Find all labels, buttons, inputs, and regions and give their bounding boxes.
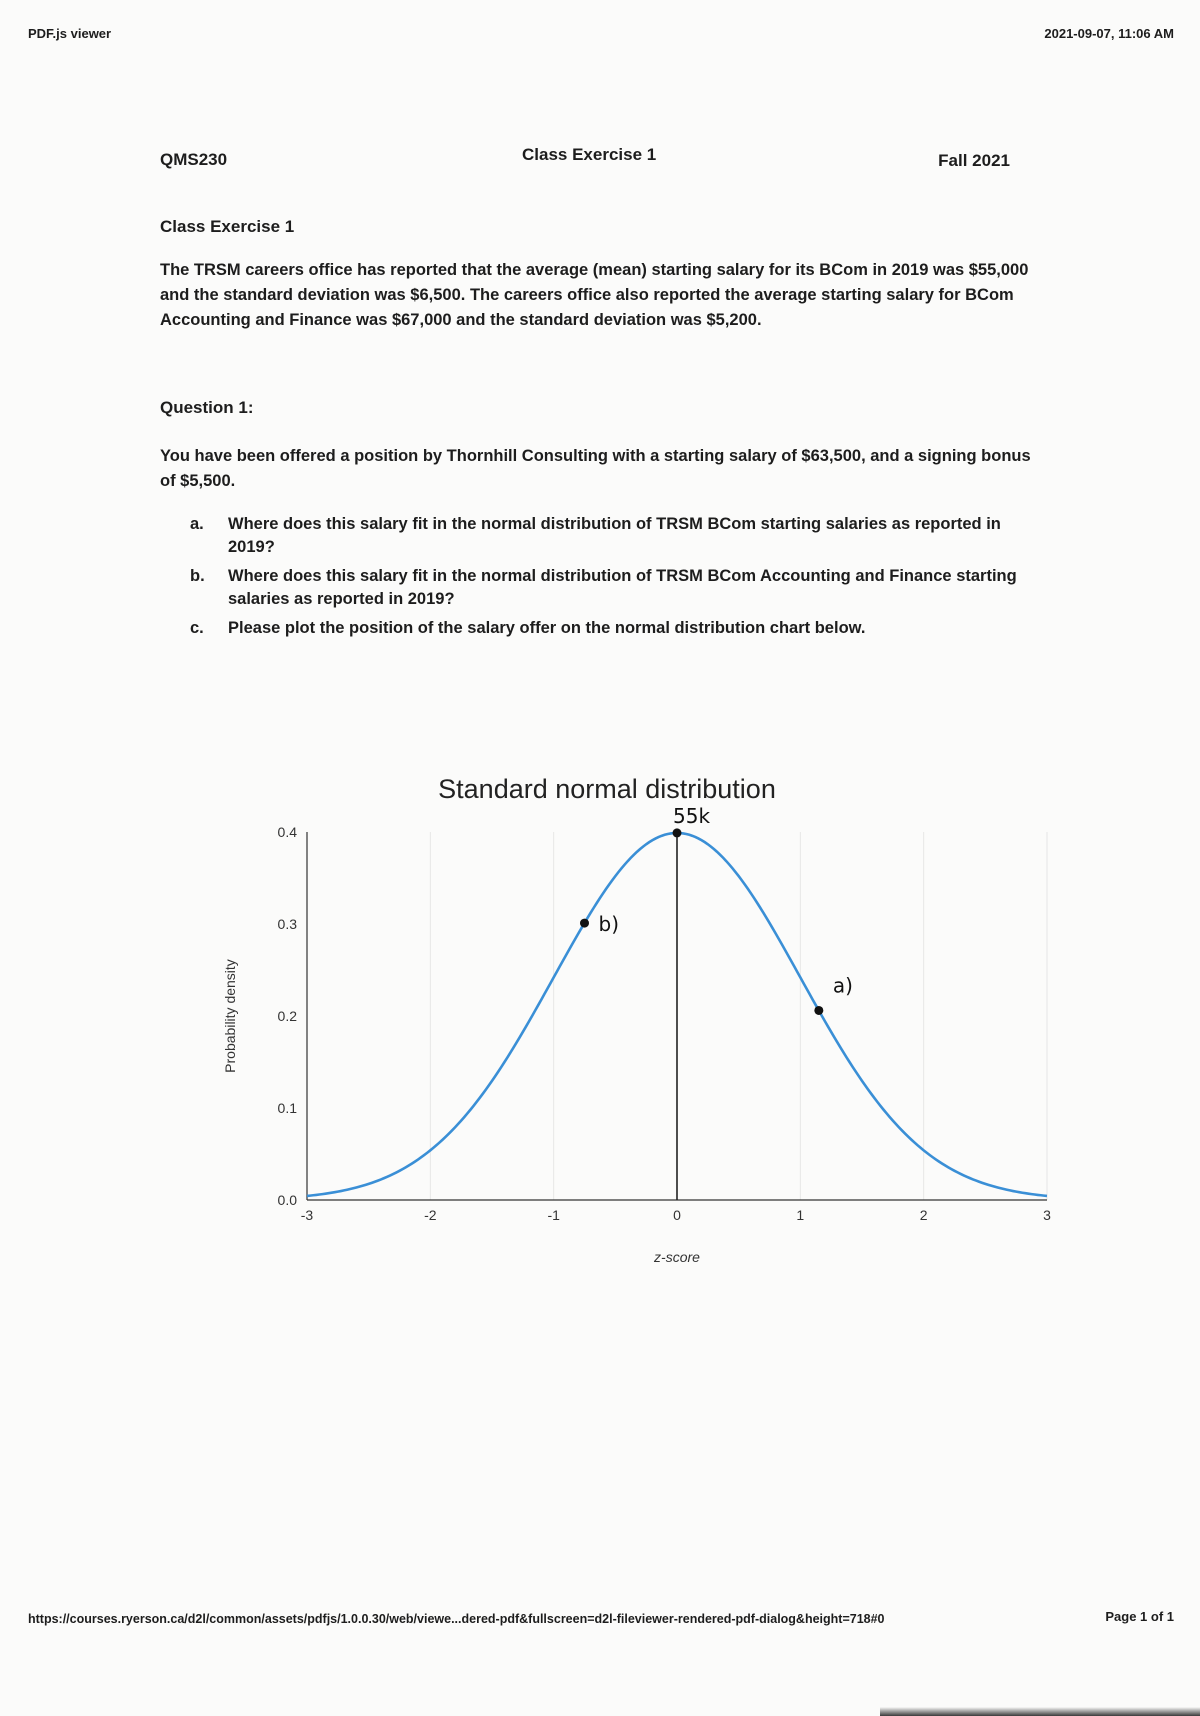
x-tick-label: 1 xyxy=(796,1207,805,1223)
question-item xyxy=(190,565,1040,611)
y-tick-label: 0.4 xyxy=(277,824,297,840)
y-tick-label: 0.1 xyxy=(277,1100,297,1116)
y-tick-label: 0.3 xyxy=(277,916,297,932)
annotation-label: 55k xyxy=(673,803,711,828)
print-timestamp: 2021-09-07, 11:06 AM xyxy=(1044,26,1174,41)
item-marker: c. xyxy=(190,619,204,637)
page-indicator: Page 1 of 1 xyxy=(1105,1609,1174,1624)
question-title: Question 1: xyxy=(160,398,254,417)
section-title: Class Exercise 1 xyxy=(160,217,295,236)
y-axis-label: Probability density xyxy=(222,959,238,1073)
document-title: Class Exercise 1 xyxy=(522,145,657,164)
item-text: Please plot the position of the salary offer on the normal distribution chart below. xyxy=(228,619,866,637)
y-tick-label: 0.0 xyxy=(277,1192,297,1208)
annotation-point xyxy=(580,919,589,928)
item-text: Where does this salary fit in the normal distribution of TRSM BCom Accounting and Finance starting salaries as reported in 2019? xyxy=(228,567,1017,608)
chart-svg xyxy=(210,764,1060,1284)
x-tick-label: -3 xyxy=(300,1207,314,1223)
scan-edge-shadow xyxy=(880,1707,1200,1716)
question-items xyxy=(190,513,1040,646)
annotation-point xyxy=(673,828,682,837)
annotation-label: a) xyxy=(832,973,853,998)
course-code: QMS230 xyxy=(160,150,228,169)
browser-title: PDF.js viewer xyxy=(28,26,112,41)
annotation-label: b) xyxy=(598,912,619,937)
x-axis-label: z-score xyxy=(654,1249,700,1265)
x-tick-label: -2 xyxy=(424,1207,437,1223)
item-marker: a. xyxy=(190,515,204,533)
annotation-point xyxy=(814,1006,823,1015)
x-tick-label: -1 xyxy=(547,1207,560,1223)
question-item xyxy=(190,617,1040,640)
question-item xyxy=(190,513,1040,559)
question-text: You have been offered a position by Thornhill Consulting with a starting salary of $63,500, and a signing bonus of $5,500. xyxy=(160,447,1031,490)
normal-distribution-chart xyxy=(210,764,1060,1284)
term-label: Fall 2021 xyxy=(938,151,1010,170)
document-header xyxy=(160,145,1010,174)
x-tick-label: 3 xyxy=(1043,1207,1051,1223)
item-marker: b. xyxy=(190,567,205,585)
x-tick-label: 0 xyxy=(673,1207,681,1223)
y-tick-label: 0.2 xyxy=(277,1008,297,1024)
x-tick-label: 2 xyxy=(919,1207,928,1223)
intro-paragraph: The TRSM careers office has reported that the average (mean) starting salary for its BCom in 2019 was $55,000 and the standard deviation was $6,500. The careers office also reported the average starting salary for BCom Accounting and Finance was $67,000 and the standard deviation was $5,200. xyxy=(160,261,1029,329)
footer-url: https://courses.ryerson.ca/d2l/common/assets/pdfjs/1.0.0.30/web/viewe...dered-pdf&fullscreen=d2l-fileviewer-rendered-pdf-dialog&height=718#0 xyxy=(28,1612,885,1626)
chart-title: Standard normal distribution xyxy=(438,774,776,804)
item-text: Where does this salary fit in the normal distribution of TRSM BCom starting salaries as reported in 2019? xyxy=(228,515,1001,556)
